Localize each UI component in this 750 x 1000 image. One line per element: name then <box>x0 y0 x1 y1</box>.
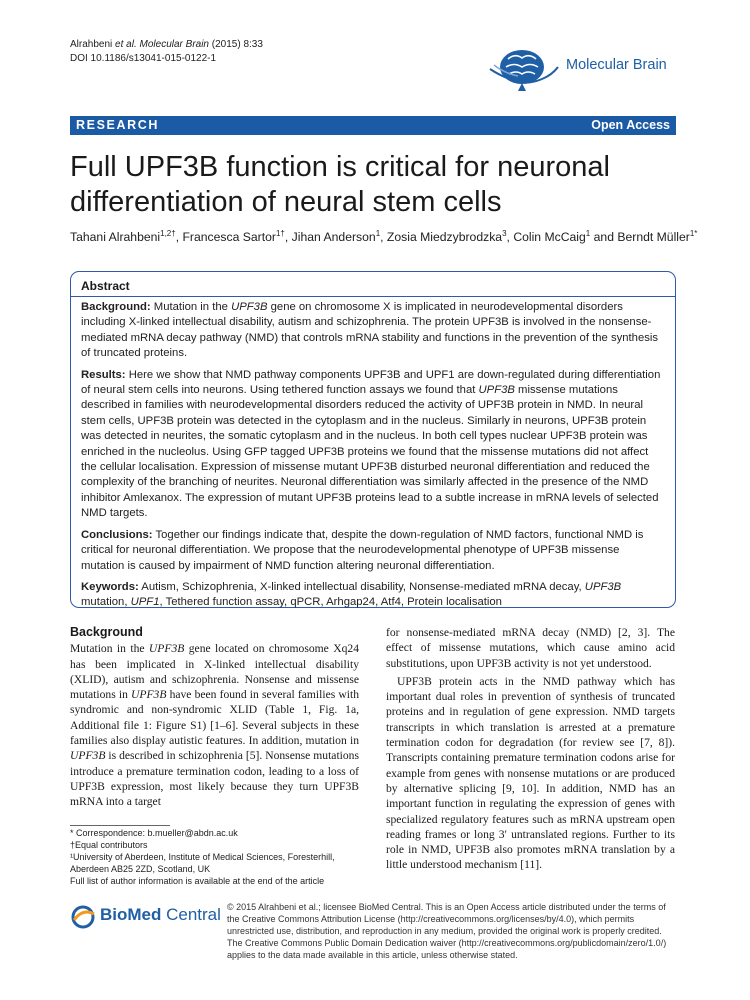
keywords-text: Autism, Schizophrenia, X-linked intellectual disability, Nonsense-mediated mRNA decay, <box>138 580 585 593</box>
abstract-text: Together our findings indicate that, despite the down-regulation of NMD factors, functional NMD is critical for neuronal differentiation. We propose that the neurodevelopmental phenotype of UPF3B missense mutation is caused by impairment of NMD function altering neuronal differentiation. <box>81 528 644 572</box>
wordmark-central: Central <box>161 905 221 924</box>
body-paragraph: UPF3B protein acts in the NMD pathway which has important dual roles in prevention of synthesis of truncated proteins and in regulation of gene expression. NMD targets transcripts in which translation is arrested at a premature termination codon for degradation (for review see [7, 8]). Transcripts containing premature termination codons arise for example from genes with nonsense mutations or are produced by alternative splicing [9, 10]. In addition, NMD has an important function in regulating the expression of genes with specialized regulatory features such as mRNA upstream open reading frames or long 3′ untranslated regions. Further to its role in NMD, UPF3B also promotes mRNA translation by a little understood mechanism [11]. <box>386 674 675 872</box>
equal-contributors-note: †Equal contributors <box>70 840 148 850</box>
body-text: have been found in several families with syndromic and non-syndromic XLID (Table 1, Fig. 1a, Additional file 1: Figure S1) [1–6]. Several subjects in these families also display autistic features. In addition, mutation in <box>70 688 359 748</box>
abstract-body <box>81 300 663 617</box>
abstract-background <box>81 300 663 362</box>
author-name[interactable]: Zosia Miedzybrodzka <box>386 230 503 245</box>
brain-logo-icon <box>482 45 562 95</box>
author-separator: , <box>506 230 514 245</box>
body-paragraph: for nonsense-mediated mRNA decay (NMD) [2, 3]. The effect of missense mutations, which cause amino acid substitutions, upon UPF3B activity is not yet understood. <box>386 626 675 670</box>
author-separator: , <box>284 230 292 245</box>
author-affiliation-marker: 3 <box>502 229 507 238</box>
citation-block <box>70 38 263 66</box>
abstract-results-label: Results: <box>81 368 126 381</box>
citation-year-volume: (2015) 8:33 <box>211 39 263 50</box>
author-separator: , <box>380 230 387 245</box>
journal-name: Molecular Brain <box>566 57 667 73</box>
author-affiliation-marker: 1† <box>275 229 285 238</box>
body-text: Mutation in the <box>70 642 149 656</box>
gene-name: UPF3B <box>584 580 622 593</box>
section-banner <box>70 116 676 135</box>
abstract-text: Mutation in the <box>150 301 232 313</box>
body-text: gene located on chromosome Xq24 has been implicated in X-linked intellectual disability (XLID), autism and schizophrenia. Nonsense and missense mutations in <box>70 642 359 702</box>
keywords-text: , Tethered function assay, qPCR, Arhgap24, Atf4, Protein localisation <box>159 596 502 609</box>
citation-etal: et al. <box>115 39 137 50</box>
abstract-keywords <box>81 580 663 611</box>
abstract-text: missense mutations described in families with neurodevelopmental disorders reduced the activity of UPF3B protein in NMD. In neural stem cells, UPF3B protein was detected in the cytoplasm and in the nucleus. Similarly in neurons, UPF3B protein was detected in neurites, the somatic cytoplasm and in the nucleus. In both cell types nuclear UPF3B protein was enriched in the nucleolus. Using GFP tagged UPF3B proteins we found that the missense mutations did not affect the cellular localisation. Expression of missense mutant UPF3B disturbed neuronal differentiation and reduced the complexity of the branching of neurites. Neuronal differentiation was similarly affected in the presence of the NMD inhibitor Amlexanox. The expression of mutant UPF3B proteins lead to a subtle increase in mRNA levels of selected NMD targets. <box>81 384 659 520</box>
open-access-label: Open Access <box>591 118 670 132</box>
abstract-box <box>70 271 676 608</box>
author-affiliation-marker: 1 <box>375 229 381 238</box>
citation-journal: Molecular Brain <box>139 39 209 50</box>
body-paragraph <box>70 641 359 809</box>
gene-name: UPF1 <box>130 596 160 609</box>
journal-logo[interactable] <box>482 45 692 95</box>
abstract-results <box>81 368 663 522</box>
footnote-divider <box>70 825 170 826</box>
citation-line <box>70 38 263 52</box>
abstract-background-label: Background: <box>81 301 151 313</box>
section-heading-background: Background <box>70 625 143 639</box>
correspondence-email[interactable]: * Correspondence: b.mueller@abdn.ac.uk <box>70 828 238 838</box>
author-separator: , <box>175 230 183 245</box>
abstract-heading: Abstract <box>81 279 130 293</box>
abstract-keywords-label: Keywords: <box>81 580 139 593</box>
author-name[interactable]: Berndt Müller <box>617 230 690 245</box>
gene-name: UPF3B <box>231 301 268 313</box>
article-type-label: RESEARCH <box>76 118 159 132</box>
abstract-text: Here we show that NMD pathway components UPF3B and UPF1 are down-regulated during differentiation of neural stem cells into neurons. Using tethered function assays we found that <box>81 368 661 397</box>
citation-authors: Alrahbeni <box>70 39 113 50</box>
footnotes <box>70 827 370 887</box>
abstract-conclusions-label: Conclusions: <box>81 528 153 541</box>
author-name[interactable]: Tahani Alrahbeni <box>70 230 161 245</box>
title-line-1: Full UPF3B function is critical for neuronal <box>70 151 610 183</box>
author-name[interactable]: Jihan Anderson <box>291 230 376 245</box>
article-title <box>70 150 690 220</box>
biomed-central-mark-icon <box>70 904 98 930</box>
author-name[interactable]: Francesca Sartor <box>182 230 276 245</box>
author-name[interactable]: Colin McCaig <box>513 230 586 245</box>
abstract-divider <box>71 296 675 297</box>
keywords-text: mutation, <box>81 596 131 609</box>
biomed-central-logo[interactable] <box>70 904 220 930</box>
gene-name: UPF3B <box>148 642 185 656</box>
doi[interactable]: DOI 10.1186/s13041-015-0122-1 <box>70 53 217 64</box>
body-column-right <box>386 625 675 873</box>
abstract-text: gene on chromosome X is implicated in neurodevelopmental disorders including X-linked intellectual disability, autism and schizophrenia. The protein UPF3B is involved in the nonsense-mediated mRNA decay pathway (NMD) that controls mRNA stability and functions in the prevention of the synthesis of truncated proteins. <box>81 301 659 360</box>
license-statement: © 2015 Alrahbeni et al.; licensee BioMed Central. This is an Open Access article distributed under the terms of the Creative Commons Attribution License (http://creativecommons.org/licenses/by/4.0), which permits unrestricted use, distribution, and reproduction in any medium, provided the original work is properly credited. The Creative Commons Public Domain Dedication waiver (http://creativecommons.org/publicdomain/zero/1.0/) applies to the data made available in this article, unless otherwise stated. <box>227 902 667 960</box>
author-affiliation-marker: 1* <box>689 229 698 238</box>
gene-name: UPF3B <box>478 384 515 397</box>
title-line-2: differentiation of neural stem cells <box>70 186 502 218</box>
author-separator: and <box>590 230 618 245</box>
wordmark-bio: BioMed <box>100 905 162 924</box>
affiliation: ¹University of Aberdeen, Institute of Medical Sciences, Foresterhill, Aberdeen AB25 2ZD, Scotland, UK <box>70 852 335 874</box>
gene-name: UPF3B <box>131 688 167 702</box>
body-text: is described in schizophrenia [5]. Nonsense mutations introduce a premature termination codon, leading to a loss of UPF3B expression, most likely because they turn UPF3B mRNA into a target <box>70 749 359 809</box>
gene-name: UPF3B <box>70 749 106 763</box>
author-info-note: Full list of author information is available at the end of the article <box>70 876 325 886</box>
biomed-central-wordmark <box>100 905 221 925</box>
body-column-left <box>70 625 359 810</box>
author-list <box>70 229 698 245</box>
abstract-conclusions <box>81 528 663 574</box>
author-affiliation-marker: 1,2† <box>160 229 176 238</box>
author-affiliation-marker: 1 <box>585 229 591 238</box>
